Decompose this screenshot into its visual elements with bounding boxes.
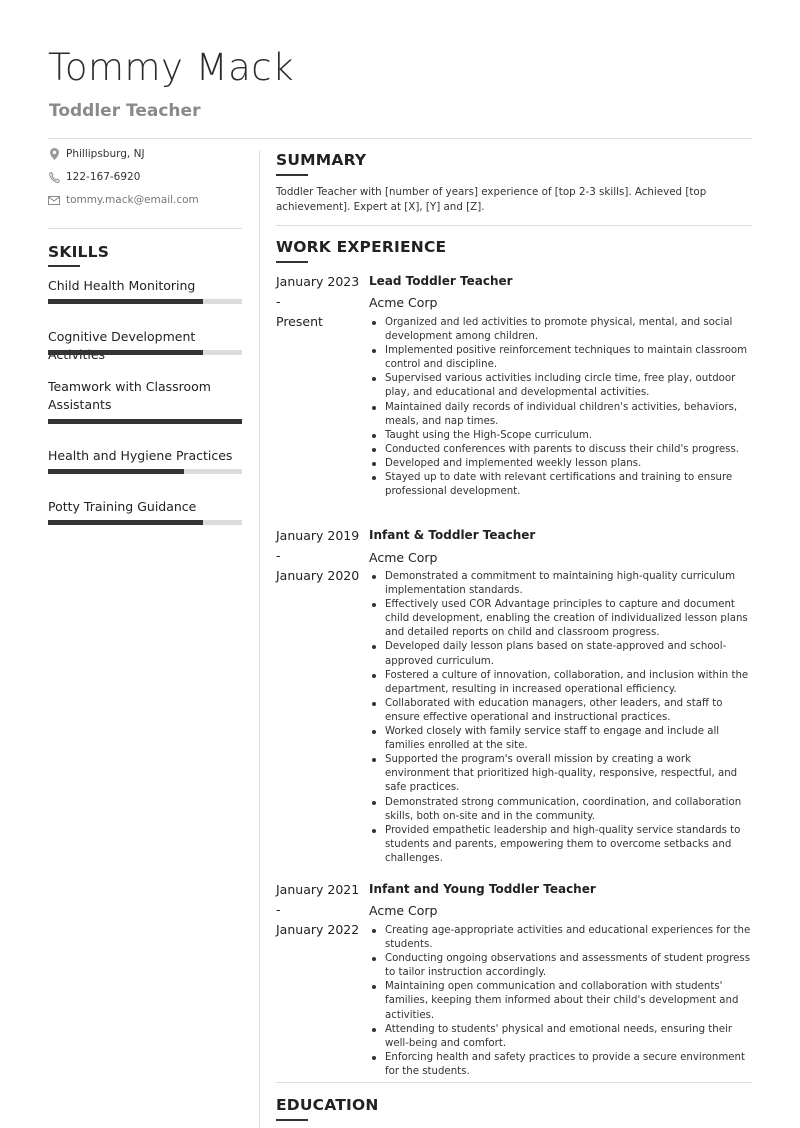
experience-heading: WORK EXPERIENCE	[276, 238, 447, 256]
summary-heading-underline	[276, 174, 308, 176]
experience-heading-underline	[276, 261, 308, 263]
column-divider	[259, 150, 260, 1128]
skill-level-fill	[48, 299, 203, 304]
phone-icon	[48, 171, 60, 183]
job-title: Infant and Young Toddler Teacher	[369, 882, 596, 896]
job-bullet-item: Stayed up to date with relevant certifications and training to ensure professional development.	[369, 471, 752, 499]
job-company: Acme Corp	[369, 550, 438, 565]
contact-location	[48, 148, 145, 160]
job-bullet-item: Demonstrated strong communication, coordination, and collaboration skills, both on-site and in the community.	[369, 796, 752, 824]
job-bullet-item: Effectively used COR Advantage principles to capture and document child development, enabling the creation of individualized lesson plans and detailed reports on child and classroom progress.	[369, 598, 752, 640]
job-bullet-item: Maintained daily records of individual children's activities, behaviors, meals, and nap times.	[369, 401, 752, 429]
job-bullet-item: Conducted conferences with parents to discuss their child's progress.	[369, 443, 752, 457]
job-bullet-item: Taught using the High-Scope curriculum.	[369, 429, 752, 443]
job-date-start: January 2023 -	[276, 274, 360, 309]
location-text: Phillipsburg, NJ	[66, 148, 145, 160]
job-bullet-item: Developed and implemented weekly lesson plans.	[369, 457, 752, 471]
header-divider	[48, 138, 752, 139]
job-date-end: January 2020	[276, 568, 360, 583]
job-date-start: January 2019 -	[276, 528, 360, 563]
job-bullet-item: Organized and led activities to promote physical, mental, and social development among children.	[369, 316, 752, 344]
job-date	[276, 880, 366, 940]
job-bullet-item: Enforcing health and safety practices to provide a secure environment for the students.	[369, 1051, 752, 1079]
job-title: Infant & Toddler Teacher	[369, 528, 536, 542]
summary-text: Toddler Teacher with [number of years] experience of [top 2-3 skills]. Achieved [top achievement]. Expert at [X], [Y] and [Z].	[276, 186, 707, 213]
job-bullet-item: Creating age-appropriate activities and educational experiences for the students.	[369, 924, 752, 952]
skill-name: Health and Hygiene Practices	[48, 448, 233, 463]
email-link[interactable]: tommy.mack@email.com	[66, 194, 199, 206]
job-bullet-item: Worked closely with family service staff to engage and include all families enrolled at the site.	[369, 725, 752, 753]
job-bullets	[369, 570, 752, 866]
job-company: Acme Corp	[369, 903, 438, 918]
summary-heading: SUMMARY	[276, 151, 367, 169]
summary-divider	[276, 225, 752, 226]
phone-text: 122-167-6920	[66, 171, 141, 183]
job-bullet-item: Provided empathetic leadership and high-quality service standards to students and parents, empowering them to overcome setbacks and challenges.	[369, 824, 752, 866]
job-bullet-item: Fostered a culture of innovation, collaboration, and inclusion within the department, resulting in increased operational efficiency.	[369, 669, 752, 697]
job-bullet-item: Developed daily lesson plans based on state-approved and school-approved curriculum.	[369, 640, 752, 668]
skills-heading-underline	[48, 265, 80, 267]
job-date-end: Present	[276, 314, 323, 329]
candidate-role: Toddler Teacher	[49, 101, 201, 121]
skill-level-bar	[48, 299, 242, 304]
skill-level-fill	[48, 419, 242, 424]
job-date	[276, 526, 366, 586]
contact-phone	[48, 171, 140, 183]
job-company: Acme Corp	[369, 295, 438, 310]
experience-divider	[276, 1082, 752, 1083]
job-bullets	[369, 316, 752, 499]
skill-level-bar	[48, 469, 242, 474]
job-bullet-item: Collaborated with education managers, other leaders, and staff to ensure effective operational and instructional practices.	[369, 697, 752, 725]
skill-level-fill	[48, 350, 203, 355]
candidate-name: Tommy Mack	[48, 46, 295, 89]
job-date	[276, 272, 366, 332]
job-bullets	[369, 924, 752, 1079]
skill-name: Potty Training Guidance	[48, 499, 197, 514]
job-bullet-item: Maintaining open communication and collaboration with students' families, keeping them informed about their child's development and activities.	[369, 980, 752, 1022]
skill-name: Child Health Monitoring	[48, 278, 196, 293]
contact-email	[48, 194, 199, 206]
skill-level-fill	[48, 469, 184, 474]
skill-level-fill	[48, 520, 203, 525]
map-pin-icon	[48, 148, 60, 160]
job-date-end: January 2022	[276, 922, 360, 937]
skill-name: Teamwork with Classroom Assistants	[48, 379, 211, 412]
job-bullet-item: Conducting ongoing observations and assessments of student progress to tailor instruction accordingly.	[369, 952, 752, 980]
education-heading: EDUCATION	[276, 1096, 379, 1114]
job-title: Lead Toddler Teacher	[369, 274, 513, 288]
skills-heading: SKILLS	[48, 243, 110, 261]
skill-level-bar	[48, 520, 242, 525]
skill-level-bar	[48, 350, 242, 355]
job-bullet-item: Supported the program's overall mission by creating a work environment that prioritized high-quality, responsive, respectful, and safe practices.	[369, 753, 752, 795]
job-date-start: January 2021 -	[276, 882, 360, 917]
job-bullet-item: Demonstrated a commitment to maintaining high-quality curriculum implementation standards.	[369, 570, 752, 598]
envelope-icon	[48, 194, 60, 206]
job-bullet-item: Implemented positive reinforcement techniques to maintain classroom control and discipline.	[369, 344, 752, 372]
skill-name: Cognitive Development	[48, 329, 196, 344]
job-bullet-item: Supervised various activities including circle time, free play, outdoor play, and educational and developmental activities.	[369, 372, 752, 400]
skill-level-bar	[48, 419, 242, 424]
education-heading-underline	[276, 1119, 308, 1121]
contact-divider	[48, 228, 242, 229]
job-bullet-item: Attending to students' physical and emotional needs, ensuring their well-being and comfort.	[369, 1023, 752, 1051]
